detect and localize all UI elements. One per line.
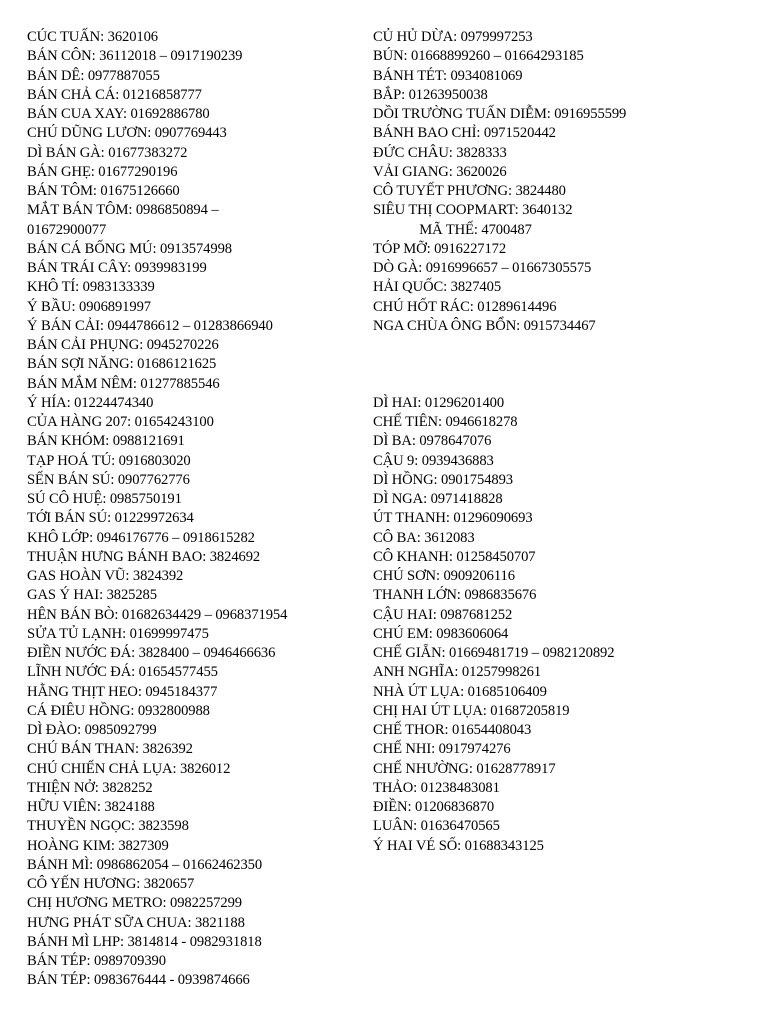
directory-entry: CÔ BA: 3612083 [373, 529, 475, 546]
left-column [27, 28, 347, 991]
directory-entry: THẢO: 01238483081 [373, 779, 500, 796]
directory-entry: CHẾ TIÊN: 0946618278 [373, 414, 518, 430]
directory-entry: LĨNH NƯỚC ĐÁ: 01654577455 [27, 664, 218, 681]
directory-entry: ĐỨC CHÂU: 3828333 [373, 144, 507, 161]
directory-entry: CHẾ THOR: 01654408043 [373, 722, 532, 738]
directory-entry: 01672900077 [27, 221, 107, 238]
directory-entry: CHÚ CHIẾN CHẢ LỤA: 3826012 [27, 760, 231, 777]
directory-entry: DÌ BÁN GÀ: 01677383272 [27, 144, 188, 161]
directory-entry: NHÀ ÚT LỤA: 01685106409 [373, 683, 547, 700]
directory-entry: ÚT THANH: 01296090693 [373, 510, 533, 527]
directory-entry: BÁNH MÌ LHP: 3814814 - 0982931818 [27, 933, 262, 950]
directory-entry: TẠP HOÁ TÚ: 0916803020 [27, 452, 191, 469]
directory-entry: THUẬN HƯNG BÁNH BAO: 3824692 [27, 548, 261, 565]
directory-entry: CHÚ SƠN: 0909206116 [373, 568, 515, 584]
directory-entry: VẢI GIANG: 3620026 [373, 163, 507, 180]
directory-entry: BÁN TÔM: 01675126660 [27, 183, 180, 199]
directory-entry: BÁNH MÌ: 0986862054 – 01662462350 [27, 856, 263, 873]
directory-entry: BÁN TÉP: 0989709390 [27, 953, 166, 969]
directory-entry: BÁNH TÉT: 0934081069 [373, 67, 523, 84]
directory-entry: BÁN TRÁI CÂY: 0939983199 [27, 260, 207, 276]
directory-entry: TÓP MỠ: 0916227172 [373, 240, 507, 257]
directory-entry: Ý BẦU: 0906891997 [27, 298, 151, 315]
directory-entry: DÌ HỒNG: 0901754893 [373, 471, 513, 488]
directory-entry: DÒ GÀ: 0916996657 – 01667305575 [373, 260, 592, 276]
directory-entry: HỮU VIÊN: 3824188 [27, 799, 155, 815]
directory-entry: BÁN KHÓM: 0988121691 [27, 433, 185, 450]
directory-entry: CỦ HỦ DỪA: 0979997253 [373, 29, 533, 45]
directory-entry: BÁN CUA XAY: 01692886780 [27, 106, 210, 122]
directory-entry: CẬU HAI: 0987681252 [373, 606, 513, 623]
directory-entry: DÌ ĐÀO: 0985092799 [27, 722, 157, 738]
directory-entry: LUÂN: 01636470565 [373, 818, 500, 835]
directory-entry: HOÀNG KIM: 3827309 [27, 837, 169, 854]
right-column [373, 28, 743, 856]
group-spacer [373, 336, 743, 394]
directory-entry: BÁN CÁ BỐNG MÚ: 0913574998 [27, 240, 232, 257]
directory-entry: BÁN SỢI NĂNG: 01686121625 [27, 356, 217, 373]
directory-entry: HẰNG THỊT HEO: 0945184377 [27, 683, 218, 700]
directory-entry: KHÔ TÍ: 0983133339 [27, 279, 155, 296]
directory-entry: GAS HOÀN VŨ: 3824392 [27, 568, 184, 584]
directory-entry: THUYỀN NGỌC: 3823598 [27, 818, 189, 835]
directory-entry: THIỆN NỞ: 3828252 [27, 779, 153, 796]
directory-entry: ĐIỀN NƯỚC ĐÁ: 3828400 – 0946466636 [27, 645, 276, 661]
directory-entry: CHÚ HỐT RÁC: 01289614496 [373, 298, 557, 315]
directory-entry: HƯNG PHÁT SỮA CHUA: 3821188 [27, 914, 245, 931]
directory-entry: BÁNH BAO CHỈ: 0971520442 [373, 125, 556, 142]
directory-entry: HÊN BÁN BÒ: 01682634429 – 0968371954 [27, 606, 288, 623]
directory-entry: CHẾ GIẴN: 01669481719 – 0982120892 [373, 645, 615, 661]
directory-entry: BÁN TÉP: 0983676444 - 0939874666 [27, 972, 250, 989]
right-column-top-group [373, 28, 743, 336]
directory-entry: SỬA TỦ LẠNH: 01699997475 [27, 625, 209, 642]
directory-entry: DỒI TRƯỜNG TUẤN DIỄM: 0916955599 [373, 106, 627, 122]
directory-entry: DÌ BA: 0978647076 [373, 433, 492, 450]
directory-entry: TỚI BÁN SÚ: 01229972634 [27, 510, 194, 527]
directory-entry: THANH LỚN: 0986835676 [373, 587, 537, 604]
directory-entry: CHẾ NHI: 0917974276 [373, 741, 511, 758]
directory-entry: CHÚ BÁN THAN: 3826392 [27, 741, 193, 758]
directory-entry: BÁN CHẢ CÁ: 01216858777 [27, 86, 202, 103]
directory-entry: SIÊU THỊ COOPMART: 3640132 [373, 202, 573, 219]
directory-entry: Ý HAI VÉ SỐ: 01688343125 [373, 837, 544, 854]
directory-entry: CHỊ HƯƠNG METRO: 0982257299 [27, 895, 242, 912]
directory-entry: CẬU 9: 0939436883 [373, 452, 494, 469]
directory-entry: HẢI QUỐC: 3827405 [373, 279, 502, 296]
directory-entry: ĐIỀN: 01206836870 [373, 799, 495, 815]
directory-entry: CÔ KHANH: 01258450707 [373, 548, 536, 565]
directory-entry: NGA CHÙA ÔNG BỔN: 0915734467 [373, 317, 596, 334]
directory-entry: BÁN MẮM NÊM: 01277885546 [27, 375, 220, 392]
directory-entry: KHÔ LỚP: 0946176776 – 0918615282 [27, 529, 255, 546]
directory-entry: DÌ HAI: 01296201400 [373, 394, 505, 411]
directory-entry: SÚ CÔ HUỆ: 0985750191 [27, 491, 182, 507]
directory-entry: MÃ THẾ: 4700487 [419, 221, 532, 238]
directory-entry: BÁN CÔN: 36112018 – 0917190239 [27, 48, 243, 65]
directory-entry: MẮT BÁN TÔM: 0986850894 – [27, 202, 219, 219]
directory-entry: CÚC TUẤN: 3620106 [27, 29, 159, 45]
directory-entry: BÚN: 01668899260 – 01664293185 [373, 48, 584, 65]
directory-entry: BÁN CẢI PHỤNG: 0945270226 [27, 337, 219, 353]
directory-entry: CHỊ HAI ÚT LỤA: 01687205819 [373, 702, 570, 719]
directory-entry: CÔ TUYẾT PHƯƠNG: 3824480 [373, 183, 566, 199]
directory-entry: CỦA HÀNG 207: 01654243100 [27, 414, 214, 430]
directory-entry: CHẾ NHƯỜNG: 01628778917 [373, 760, 556, 777]
directory-entry: DÌ NGA: 0971418828 [373, 491, 503, 507]
directory-entry: CHÚ EM: 0983606064 [373, 625, 509, 642]
directory-entry: BẮP: 01263950038 [373, 86, 488, 103]
directory-entry: BÁN DÊ: 0977887055 [27, 67, 160, 84]
directory-entry: Ý BÁN CẢI: 0944786612 – 01283866940 [27, 317, 273, 334]
directory-entry: CÁ ĐIÊU HỒNG: 0932800988 [27, 702, 210, 719]
directory-entry: Ý HÍA: 01224474340 [27, 394, 154, 411]
directory-entry: SẾN BÁN SÚ: 0907762776 [27, 471, 190, 488]
directory-entry: CÔ YẾN HƯƠNG: 3820657 [27, 876, 195, 892]
directory-entry: ANH NGHĨA: 01257998261 [373, 664, 542, 681]
directory-entry: BÁN GHẸ: 01677290196 [27, 163, 178, 180]
directory-entry: GAS Ý HAI: 3825285 [27, 587, 157, 604]
right-column-bottom-group [373, 394, 743, 856]
directory-entry: CHÚ DŨNG LƯƠN: 0907769443 [27, 125, 227, 142]
